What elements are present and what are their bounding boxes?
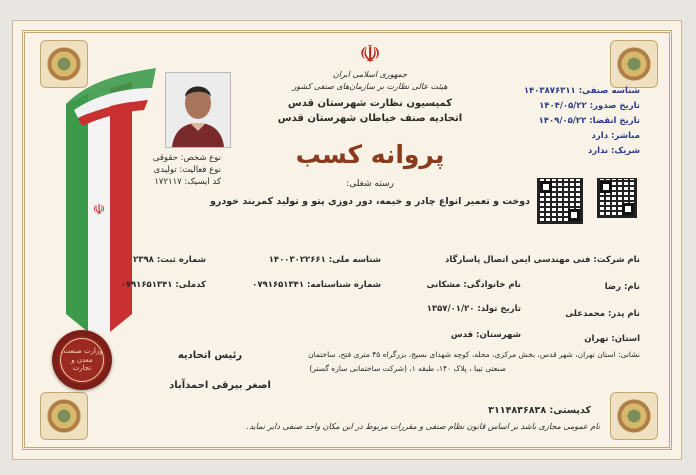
signature-name: اصغر بیرقی احمدآباد [169,380,271,391]
footer-note: نام عمومی مجازی باشد بر اساس قانون نظام صنفی و مقررات مربوط در این مکان واحد صنفی دایر نماید. [246,422,600,431]
reg-no: شماره ثبت: ۲۳۹۸ [133,255,206,265]
expiry-date: تاریخ انقضا: ۱۴۰۹/۰۵/۲۲ [538,116,640,126]
postal-code: کدپستی: ۳۱۱۴۸۳۶۸۳۸ [488,405,591,416]
father-name: نام پدر: محمدعلی [565,309,640,319]
trade-value: دوخت و تعمیر انواع چادر و خیمه، دور دوزی پتو و تولید کمربند خودرو [209,196,531,207]
header-line-3: کمیسیون نظارت شهرستان قدس [287,98,453,109]
seal-text: وزارت صنعت، معدن و تجارت [61,347,103,373]
birth-date: تاریخ تولد: ۱۳۵۷/۰۱/۲۰ [426,304,521,314]
isic-code: کد ایسیک: ۱۷۲۱۱۷ [154,177,221,187]
flag-ribbon [48,64,158,364]
mobasher: مباشر: دارد [591,131,640,141]
address-line-1: نشانی: استان تهران، شهر قدس، بخش مرکزی، محله، کوچه شهدای بسیج، بزرگراه ۴۵ متری فتح، ساختمان [308,350,640,359]
melli-code: کدملی: ۰۷۹۱۶۵۱۳۴۱ [120,280,206,290]
id-number: شماره شناسنامه: ۰۷۹۱۶۵۱۳۴۱ [252,280,381,290]
issue-date: تاریخ صدور: ۱۴۰۴/۰۵/۲۲ [539,101,640,111]
activity-type: نوع فعالیت: تولیدی [153,165,221,175]
qr-code-2 [597,178,637,218]
ribbon-red [110,82,132,332]
iran-emblem-icon: ☫ [359,40,381,68]
person-type: نوع شخص: حقوقی [152,153,221,163]
national-id: شناسه ملی: ۱۴۰۰۳۰۲۲۶۶۱ [268,255,381,265]
partner: شریک: ندارد [587,146,640,156]
header-line-1: جمهوری اسلامی ایران [332,70,408,79]
person-photo-icon [166,73,230,147]
ribbon-green [66,94,88,332]
address-line-2: صنعتی تیبا ، پلاک ۱۴۰، طبقه ۱، (شرکت ساختمانی سازه گستر) [309,364,506,373]
corner-ornament-top-right [610,40,658,88]
qr-code-1 [537,178,583,224]
province: استان: تهران [584,334,640,344]
first-name: نام: رضا [604,282,640,292]
wax-seal [52,330,112,390]
page-title: پروانه کسب [295,140,445,169]
signature-title: رئیس اتحادیه [177,350,243,361]
corner-ornament-bottom-left [40,392,88,440]
city: شهرستان: قدس [450,330,521,340]
corner-ornament-bottom-right [610,392,658,440]
emblem-icon: ☫ [92,202,106,218]
company-name: نام شرکت: فنی مهندسی ایمن اتصال پاسارگاد [444,255,640,265]
guild-id: شناسه صنفی: ۱۴۰۳۸۷۶۳۱۱ [523,86,640,96]
last-name: نام خانوادگی: مشکانی [426,280,521,290]
avatar [165,72,231,148]
header-line-2: هیئت عالی نظارت بر سازمان‌های صنفی کشور [292,82,448,91]
seal-inner [60,338,104,382]
trade-label: رسته شغلی: [346,179,394,189]
header-line-4: اتحادیه صنف خیاطان شهرستان قدس [277,113,463,124]
